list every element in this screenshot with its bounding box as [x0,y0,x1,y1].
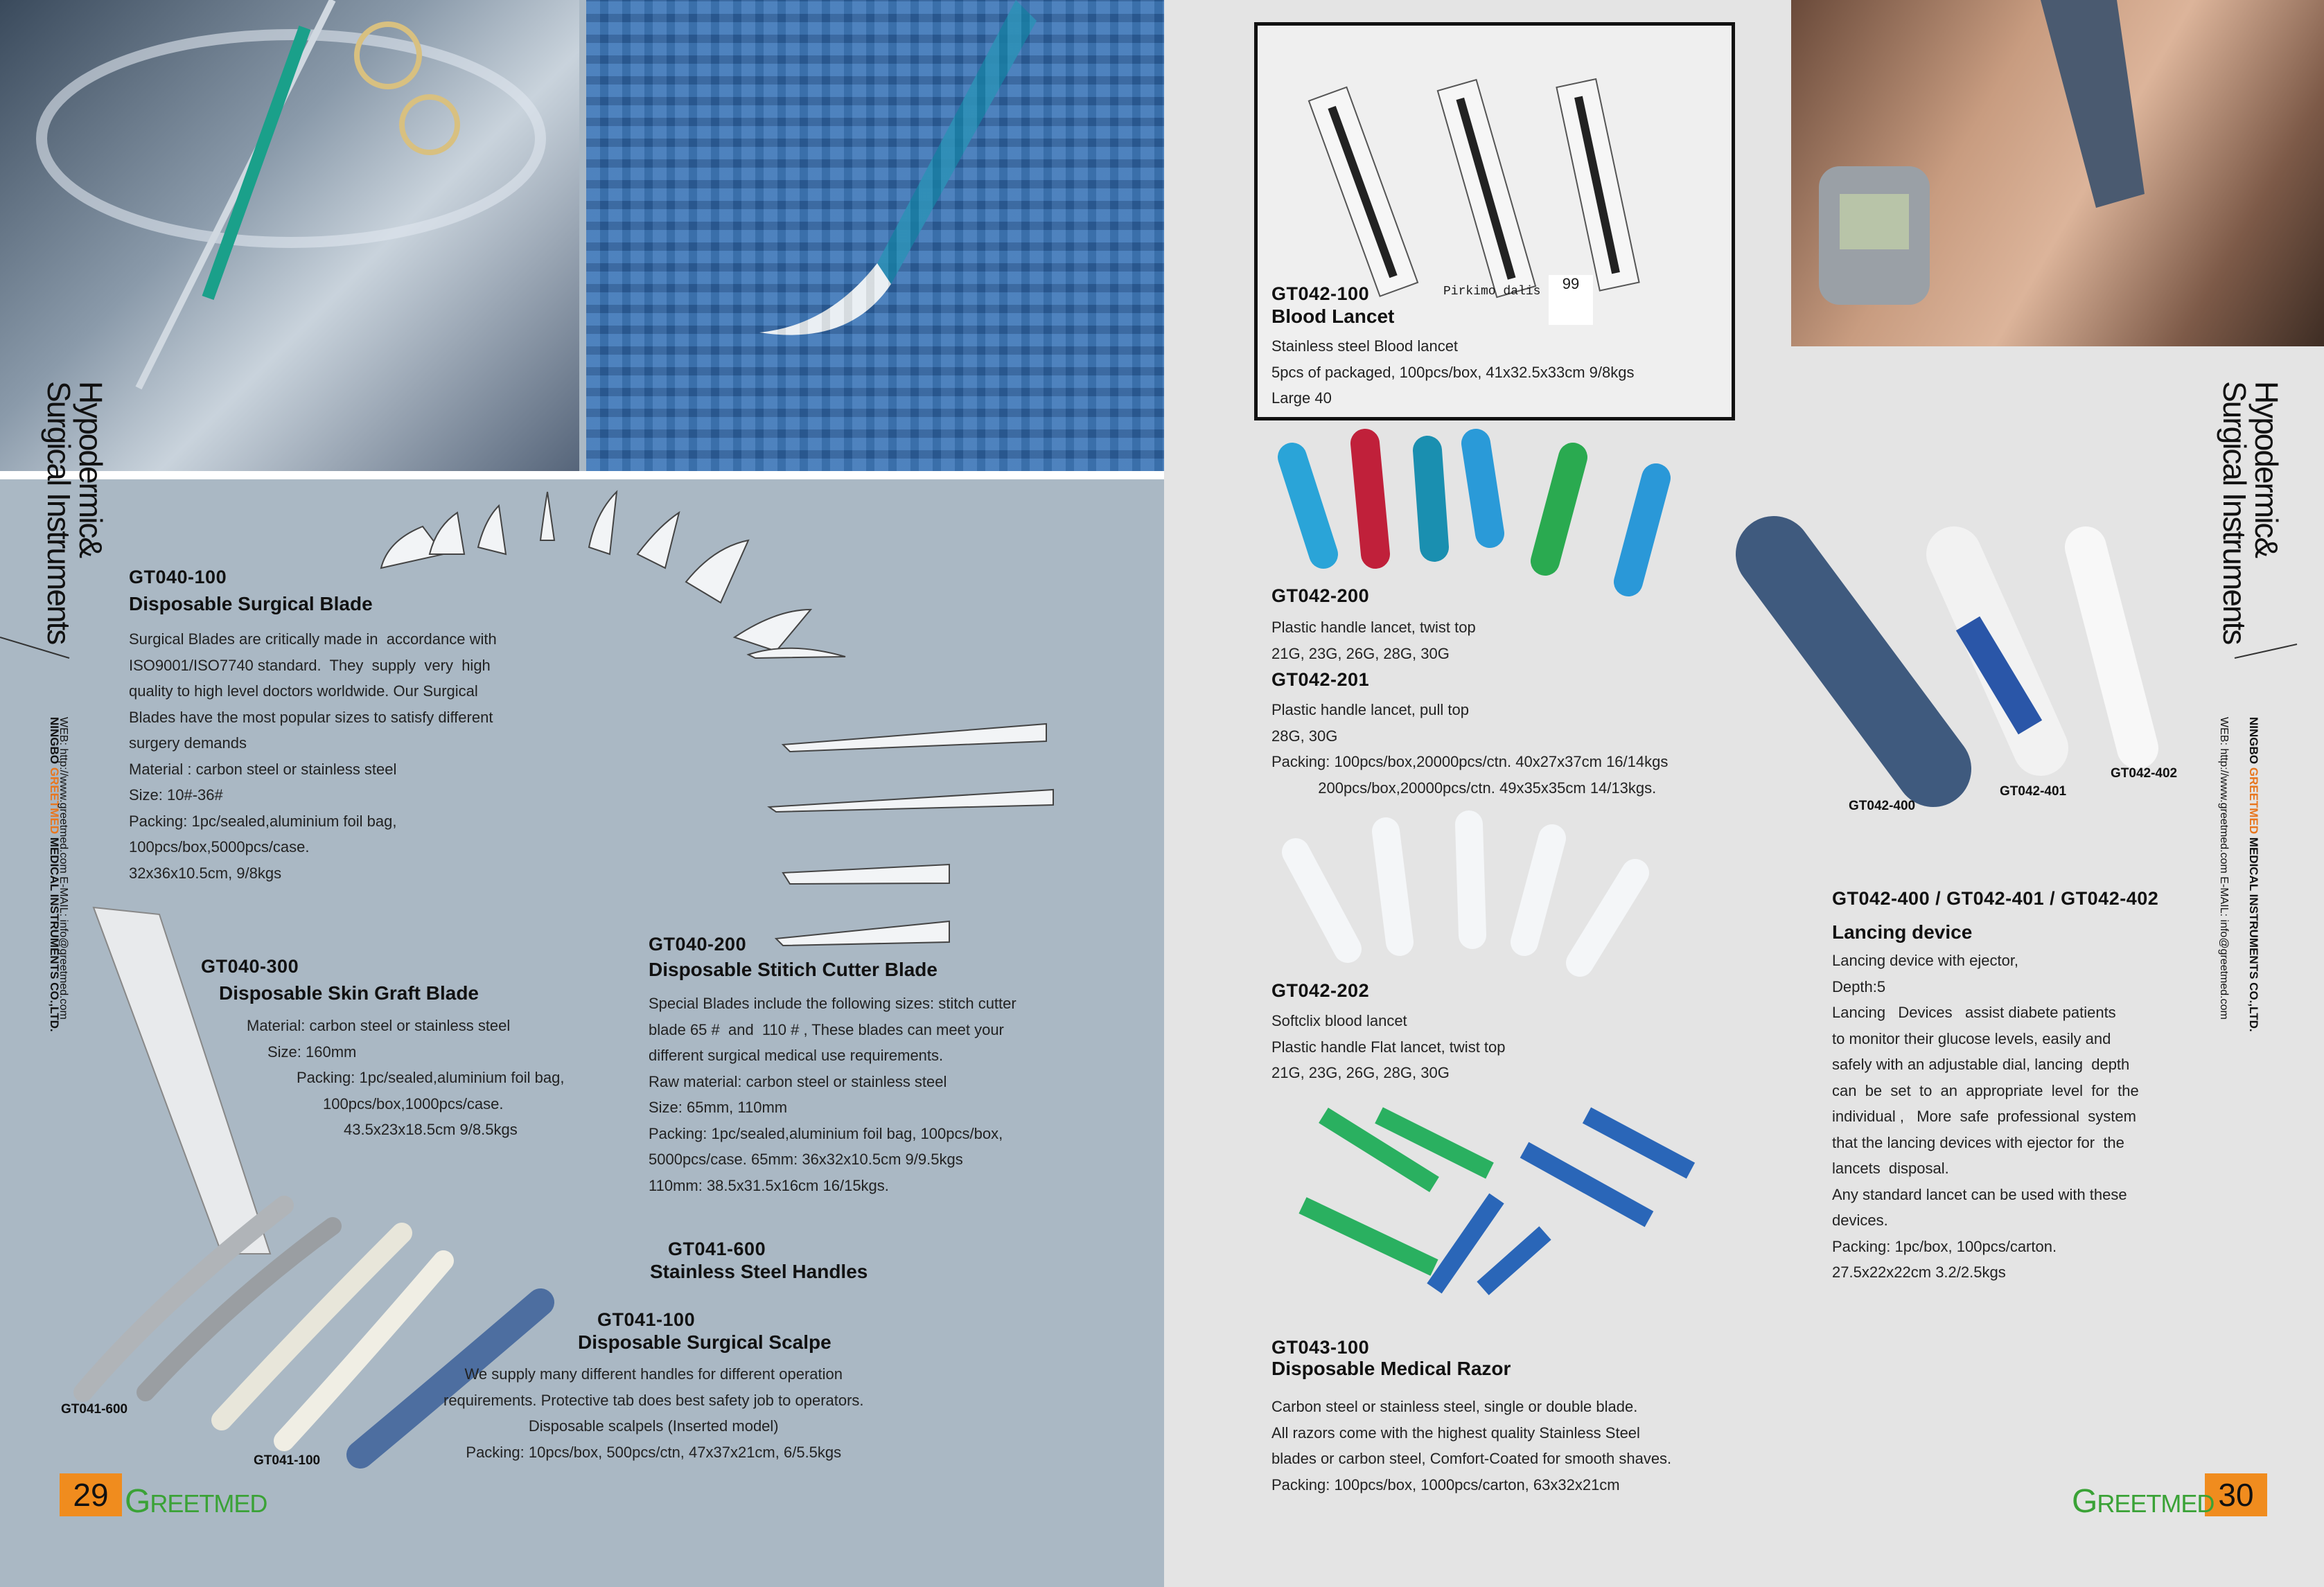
side-title-line1: Hypodermic& [73,381,109,558]
code-gt040-200: GT040-200 [649,934,747,955]
greetmed-logo-left: GREETMED [125,1483,267,1520]
text-line: different surgical medical use requirements. [649,1047,944,1064]
text-line: Plastic handle lancet, twist top [1271,619,1476,636]
text-line: Size: 10#-36# [129,786,223,804]
text-line: blades or carbon steel, Comfort-Coated for smooth shaves. [1271,1450,1672,1467]
text-line: Lancing device with ejector, [1832,952,2019,969]
text-line: lancets disposal. [1832,1160,1949,1177]
company-web-right: WEB: http://www.greetmed.com E-MAIL: info@greetmed.com [2218,717,2230,1020]
name-gt040-200: Disposable Stitich Cutter Blade [649,959,937,980]
text-line: 110mm: 38.5x31.5x16cm 16/15kgs. [649,1176,889,1194]
text-line: Size: 160mm [267,1043,357,1061]
text-line: quality to high level doctors worldwide. Our Surgical [129,682,478,700]
text-line: requirements. Protective tab does best safety job to operators. [443,1391,864,1409]
text-line: Large 40 [1271,389,1332,407]
company-web: WEB: http://www.greetmed.com E-MAIL: info@greetmed.com [58,717,69,1020]
text-line: 32x36x10.5cm, 9/8kgs [129,864,282,882]
label-gt042-400: GT042-400 [1849,799,1916,813]
side-title-right-line2: Surgical Instruments [2217,381,2253,644]
name-gt043-100: Disposable Medical Razor [1271,1358,1511,1379]
text-line: We supply many different handles for different operation [464,1365,843,1383]
text-line: Carbon steel or stainless steel, single or double blade. [1271,1398,1638,1415]
text-line: Stainless steel Blood lancet [1271,337,1459,355]
desc-gt043-100 [1271,1394,1671,1498]
code-gt042-100: GT042-100 [1271,283,1370,304]
text-line: 5pcs of packaged, 100pcs/box, 41x32.5x33cm 9/8kgs [1271,363,1635,381]
text-line: individual , More safe professional system [1832,1108,2136,1125]
text-line: Plastic handle lancet, pull top [1271,701,1469,718]
name-gt040-300: Disposable Skin Graft Blade [219,982,479,1004]
text-line: 21G, 23G, 26G, 28G, 30G [1271,1064,1450,1081]
code-gt043-100: GT043-100 [1271,1337,1370,1358]
label-gt042-402: GT042-402 [2111,766,2178,781]
label-gt041-600: GT041-600 [61,1402,128,1417]
side-title-right-line1: Hypodermic& [2248,381,2285,558]
text-line: 27.5x22x22cm 3.2/2.5kgs [1832,1264,2006,1281]
text-line: Blades have the most popular sizes to satisfy different [129,708,493,726]
text-line: Depth:5 [1832,977,1886,995]
code-gt042-201: GT042-201 [1271,669,1370,690]
page-number-right: 30 [2205,1473,2267,1516]
greetmed-logo-right: GREETMED [2072,1483,2215,1520]
text-line: Lancing Devices assist diabete patients [1832,1004,2116,1021]
code-gt042-400: GT042-400 / GT042-401 / GT042-402 [1832,888,2159,909]
text-line: Plastic handle Flat lancet, twist top [1271,1038,1506,1056]
text-line: Packing: 1pc/sealed,aluminium foil bag, 100pcs/box, [649,1124,1003,1142]
text-line: that the lancing devices with ejector for the [1832,1133,2124,1151]
text-line: 5000pcs/case. 65mm: 36x32x10.5cm 9/9.5kgs [649,1151,963,1168]
text-line: blade 65 # and 110 # , These blades can meet your [649,1020,1004,1038]
text-line: All razors come with the highest quality Stainless Steel [1271,1424,1640,1442]
name-gt041-600: Stainless Steel Handles [650,1261,868,1282]
code-gt042-202: GT042-202 [1271,980,1370,1001]
strip-text: Pirkimo dalis [1443,285,1541,299]
code-gt041-100: GT041-100 [597,1309,696,1330]
name-gt041-100: Disposable Surgical Scalpe [578,1331,831,1353]
text-line: can be set to an appropriate level for the [1832,1081,2139,1099]
text-line: Material: carbon steel or stainless steel [247,1017,511,1034]
text-line: Packing: 10pcs/box, 500pcs/ctn, 47x37x21cm, 6/5.5kgs [466,1443,842,1461]
text-line: Packing: 100pcs/box,20000pcs/ctn. 40x27x37cm 16/14kgs [1271,753,1669,770]
company-name: NINGBO GREETMED MEDICAL INSTRUMENTS CO.,LTD. [47,717,61,1032]
text-line: Raw material: carbon steel or stainless steel [649,1072,947,1090]
name-gt040-100: Disposable Surgical Blade [129,593,373,614]
code-gt042-200: GT042-200 [1271,585,1370,606]
name-gt042-100: Blood Lancet [1271,305,1395,327]
text-line: 100pcs/box,1000pcs/case. [323,1094,504,1112]
text-line: safely with an adjustable dial, lancing depth [1832,1056,2130,1073]
text-line: Packing: 100pcs/box, 1000pcs/carton, 63x32x21cm [1271,1475,1620,1493]
company-name-right: NINGBO GREETMED MEDICAL INSTRUMENTS CO.,LTD. [2246,717,2260,1032]
text-line: Size: 65mm, 110mm [649,1099,788,1116]
code-gt040-300: GT040-300 [201,956,299,977]
text-line: 43.5x23x18.5cm 9/8.5kgs [344,1121,518,1138]
text-line: 100pcs/box,5000pcs/case. [129,838,310,855]
text-line: ISO9001/ISO7740 standard. They supply very high [129,656,491,674]
code-gt040-100: GT040-100 [129,567,227,587]
name-gt042-400: Lancing device [1832,921,1973,943]
text-line: surgery demands [129,734,247,752]
side-title-line2: Surgical Instruments [41,381,77,644]
strip-number: 99 [1549,275,1593,325]
text-line: Packing: 1pc/box, 100pcs/carton. [1832,1237,2057,1255]
text-line: Packing: 1pc/sealed,aluminium foil bag, [129,812,397,830]
desc-gt042-201 [1271,697,1668,801]
text-line: Softclix blood lancet [1271,1012,1407,1029]
text-line: to monitor their glucose levels, easily and [1832,1029,2111,1047]
desc-gt042-400 [1832,948,2139,1286]
text-line: Packing: 1pc/sealed,aluminium foil bag, [297,1069,565,1086]
label-gt041-100: GT041-100 [254,1453,321,1468]
text-line: Any standard lancet can be used with these [1832,1185,2127,1203]
desc-gt042-200 [1271,614,1476,666]
text-line: 21G, 23G, 26G, 28G, 30G [1271,644,1450,662]
text-line: 28G, 30G [1271,727,1338,745]
code-gt041-600: GT041-600 [668,1239,766,1259]
desc-gt042-202 [1271,1008,1506,1086]
page-number-left: 29 [60,1473,122,1516]
text-line: Special Blades include the following sizes: stitch cutter [649,995,1016,1012]
text-line: 200pcs/box,20000pcs/ctn. 49x35x35cm 14/13kgs. [1271,779,1657,797]
text-line: Disposable scalpels (Inserted model) [528,1417,779,1435]
text-line: Material : carbon steel or stainless steel [129,760,397,778]
text-line: devices. [1832,1212,1888,1229]
label-gt042-401: GT042-401 [2000,784,2067,799]
text-line: Surgical Blades are critically made in accordance with [129,630,497,648]
